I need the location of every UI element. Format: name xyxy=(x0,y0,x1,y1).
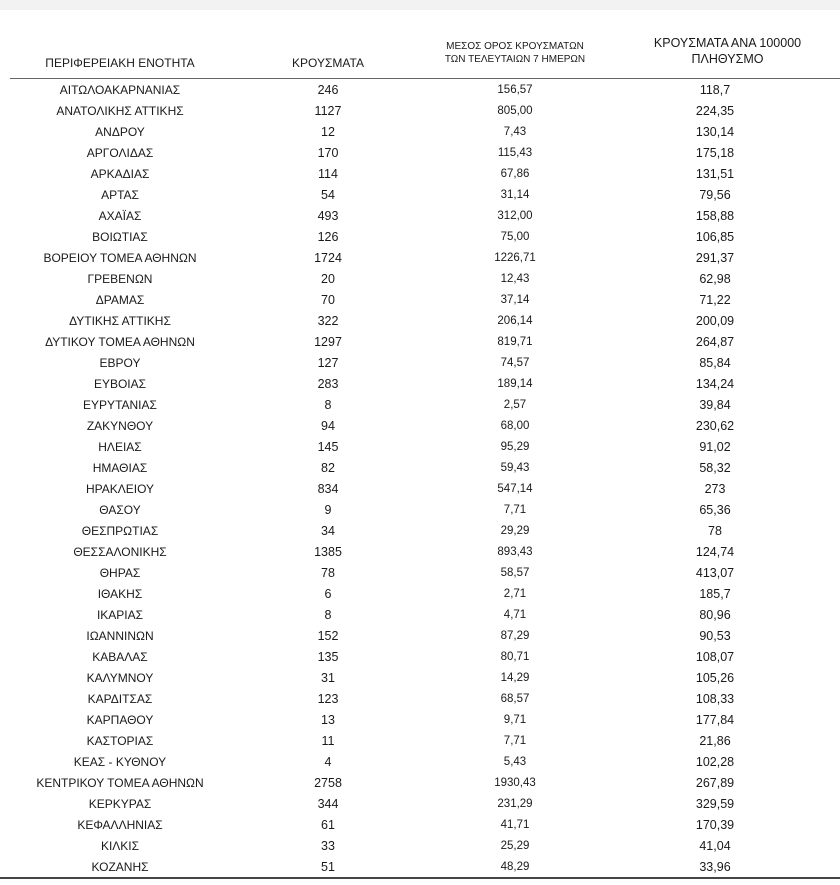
cell-average-7-days: 2,57 xyxy=(503,399,527,411)
cell-region: ΘΑΣΟΥ xyxy=(99,503,141,517)
header-average-line2: ΤΩΝ ΤΕΛΕΥΤΑΙΩΝ 7 ΗΜΕΡΩΝ xyxy=(444,54,586,65)
cell-average-7-days: 75,00 xyxy=(500,231,530,243)
table-row xyxy=(0,101,840,122)
top-band xyxy=(0,0,840,10)
cell-cases-per-100k: 130,14 xyxy=(695,125,735,139)
cell-region: ΚΑΡΠΑΘΟΥ xyxy=(86,713,154,727)
table-row xyxy=(0,80,840,101)
header-average-7-days xyxy=(410,40,620,66)
cell-cases: 78 xyxy=(321,566,335,580)
cell-average-7-days: 189,14 xyxy=(497,378,533,390)
cell-region: ΚΑΡΔΙΤΣΑΣ xyxy=(87,692,153,706)
cell-average-7-days: 4,71 xyxy=(503,609,527,621)
cell-cases-per-100k: 85,84 xyxy=(699,356,731,370)
cell-cases: 82 xyxy=(321,461,335,475)
cell-cases-per-100k: 177,84 xyxy=(695,713,735,727)
table-row xyxy=(0,584,840,605)
cell-region: ΘΗΡΑΣ xyxy=(99,566,141,580)
cell-cases-per-100k: 124,74 xyxy=(695,545,735,559)
cell-average-7-days: 95,29 xyxy=(500,441,530,453)
table-row xyxy=(0,500,840,521)
cell-cases-per-100k: 62,98 xyxy=(699,272,731,286)
cell-cases-per-100k: 134,24 xyxy=(695,377,735,391)
cell-region: ΚΕΑΣ - ΚΥΘΝΟΥ xyxy=(73,755,167,769)
cell-cases-per-100k: 264,87 xyxy=(695,335,735,349)
cell-region: ΔΥΤΙΚΟΥ ΤΟΜΕΑ ΑΘΗΝΩΝ xyxy=(45,335,195,349)
cell-cases: 54 xyxy=(321,188,335,202)
cell-cases-per-100k: 58,32 xyxy=(699,461,731,475)
cell-average-7-days: 48,29 xyxy=(500,861,530,873)
cell-region: ΚΑΛΥΜΝΟΥ xyxy=(86,671,154,685)
table-row xyxy=(0,836,840,857)
cell-average-7-days: 25,29 xyxy=(500,840,530,852)
cell-average-7-days: 58,57 xyxy=(500,567,530,579)
cell-cases-per-100k: 131,51 xyxy=(695,167,735,181)
cell-cases-per-100k: 102,28 xyxy=(695,755,735,769)
cell-cases-per-100k: 224,35 xyxy=(695,104,735,118)
cell-region: ΚΟΖΑΝΗΣ xyxy=(91,860,149,874)
table-row xyxy=(0,563,840,584)
cell-average-7-days: 14,29 xyxy=(500,672,530,684)
cell-average-7-days: 12,43 xyxy=(500,273,530,285)
cell-average-7-days: 805,00 xyxy=(497,105,533,117)
cell-region: ΕΒΡΟΥ xyxy=(99,356,141,370)
table-row xyxy=(0,164,840,185)
cell-region: ΘΕΣΠΡΩΤΙΑΣ xyxy=(81,524,159,538)
table-row xyxy=(0,332,840,353)
cell-cases: 283 xyxy=(317,377,339,391)
cell-average-7-days: 7,43 xyxy=(503,126,527,138)
cell-cases: 127 xyxy=(317,356,339,370)
cell-region: ΑΡΚΑΔΙΑΣ xyxy=(90,167,150,181)
cell-cases: 135 xyxy=(317,650,339,664)
cell-average-7-days: 68,57 xyxy=(500,693,530,705)
cell-cases: 1127 xyxy=(314,104,342,118)
cell-region: ΕΥΡΥΤΑΝΙΑΣ xyxy=(83,398,157,412)
cell-average-7-days: 156,57 xyxy=(497,84,533,96)
table-row xyxy=(0,479,840,500)
cell-cases: 493 xyxy=(317,209,339,223)
cell-cases: 152 xyxy=(317,629,339,643)
cell-average-7-days: 37,14 xyxy=(500,294,530,306)
cell-region: ΚΕΝΤΡΙΚΟΥ ΤΟΜΕΑ ΑΘΗΝΩΝ xyxy=(36,776,204,790)
cell-average-7-days: 7,71 xyxy=(503,735,527,747)
cell-cases: 34 xyxy=(321,524,335,538)
cell-cases-per-100k: 273 xyxy=(704,482,726,496)
table-row xyxy=(0,311,840,332)
cell-cases-per-100k: 21,86 xyxy=(699,734,731,748)
cell-average-7-days: 59,43 xyxy=(500,462,530,474)
table-row xyxy=(0,857,840,878)
cell-region: ΚΙΛΚΙΣ xyxy=(100,839,140,853)
cell-region: ΑΧΑΪΑΣ xyxy=(98,209,142,223)
cell-cases-per-100k: 158,88 xyxy=(695,209,735,223)
cell-cases-per-100k: 200,09 xyxy=(695,314,735,328)
cell-region: ΑΡΓΟΛΙΔΑΣ xyxy=(86,146,154,160)
table-row xyxy=(0,689,840,710)
table-row xyxy=(0,647,840,668)
cell-cases: 51 xyxy=(321,860,335,874)
cell-region: ΑΝΔΡΟΥ xyxy=(95,125,145,139)
table-row xyxy=(0,668,840,689)
cell-average-7-days: 7,71 xyxy=(503,504,527,516)
cell-region: ΗΜΑΘΙΑΣ xyxy=(92,461,148,475)
table-row xyxy=(0,269,840,290)
cell-cases: 322 xyxy=(317,314,339,328)
cell-cases-per-100k: 80,96 xyxy=(699,608,731,622)
cell-region: ΙΚΑΡΙΑΣ xyxy=(96,608,144,622)
cell-average-7-days: 206,14 xyxy=(497,315,533,327)
cell-region: ΒΟΙΩΤΙΑΣ xyxy=(92,230,148,244)
table-row xyxy=(0,185,840,206)
cell-cases: 4 xyxy=(324,755,332,769)
cell-cases: 94 xyxy=(321,419,335,433)
cell-region: ΗΛΕΙΑΣ xyxy=(98,440,142,454)
table-row xyxy=(0,605,840,626)
cell-cases: 1724 xyxy=(314,251,342,265)
header-cases: ΚΡΟΥΣΜΑΤΑ xyxy=(292,56,364,70)
cell-cases-per-100k: 65,36 xyxy=(699,503,731,517)
bottom-divider xyxy=(0,877,840,879)
cell-region: ΙΩΑΝΝΙΝΩΝ xyxy=(86,629,154,643)
cell-region: ΑΙΤΩΛΟΑΚΑΡΝΑΝΙΑΣ xyxy=(59,83,181,97)
cell-cases: 6 xyxy=(324,587,332,601)
cell-cases: 31 xyxy=(321,671,335,685)
cell-cases-per-100k: 39,84 xyxy=(699,398,731,412)
cell-cases: 834 xyxy=(317,482,339,496)
table-row xyxy=(0,458,840,479)
cell-average-7-days: 115,43 xyxy=(497,147,533,159)
cell-cases: 344 xyxy=(317,797,339,811)
table-row xyxy=(0,437,840,458)
table-row xyxy=(0,143,840,164)
cell-cases: 126 xyxy=(317,230,339,244)
cell-average-7-days: 80,71 xyxy=(500,651,530,663)
cell-cases: 123 xyxy=(317,692,339,706)
cell-cases-per-100k: 90,53 xyxy=(699,629,731,643)
cell-region: ΔΥΤΙΚΗΣ ΑΤΤΙΚΗΣ xyxy=(69,314,171,328)
table-row xyxy=(0,794,840,815)
cell-cases: 9 xyxy=(324,503,332,517)
table-row xyxy=(0,416,840,437)
header-cases-per-100k xyxy=(615,35,840,68)
cell-average-7-days: 67,86 xyxy=(500,168,530,180)
cell-cases-per-100k: 105,26 xyxy=(695,671,735,685)
table-row xyxy=(0,227,840,248)
table-row xyxy=(0,290,840,311)
table-row xyxy=(0,248,840,269)
table-header xyxy=(0,30,840,80)
cell-cases-per-100k: 175,18 xyxy=(695,146,735,160)
cell-cases-per-100k: 118,7 xyxy=(699,83,731,97)
cell-region: ΗΡΑΚΛΕΙΟΥ xyxy=(85,482,155,496)
cell-average-7-days: 893,43 xyxy=(497,546,533,558)
cell-cases: 170 xyxy=(317,146,339,160)
cell-average-7-days: 29,29 xyxy=(500,525,530,537)
cell-cases: 1297 xyxy=(314,335,342,349)
cell-cases-per-100k: 71,22 xyxy=(699,293,731,307)
cell-average-7-days: 5,43 xyxy=(503,756,527,768)
cell-region: ΘΕΣΣΑΛΟΝΙΚΗΣ xyxy=(73,545,167,559)
cell-cases: 246 xyxy=(317,83,339,97)
cell-average-7-days: 9,71 xyxy=(503,714,527,726)
cell-average-7-days: 312,00 xyxy=(497,210,533,222)
cell-cases: 114 xyxy=(318,167,338,181)
cell-region: ΚΑΣΤΟΡΙΑΣ xyxy=(86,734,154,748)
cell-cases-per-100k: 108,07 xyxy=(695,650,735,664)
cell-cases-per-100k: 185,7 xyxy=(699,587,731,601)
cell-average-7-days: 2,71 xyxy=(503,588,527,600)
header-average-line1: ΜΕΣΟΣ ΟΡΟΣ ΚΡΟΥΣΜΑΤΩΝ xyxy=(446,41,584,52)
table-row xyxy=(0,353,840,374)
cell-cases-per-100k: 413,07 xyxy=(695,566,735,580)
header-per100k-line1: ΚΡΟΥΣΜΑΤΑ ΑΝΑ 100000 xyxy=(653,36,802,50)
cell-average-7-days: 41,71 xyxy=(500,819,530,831)
cell-average-7-days: 819,71 xyxy=(497,336,533,348)
cell-cases-per-100k: 106,85 xyxy=(695,230,735,244)
table-body xyxy=(0,80,840,878)
cell-region: ΖΑΚΥΝΘΟΥ xyxy=(86,419,154,433)
table-row xyxy=(0,122,840,143)
cell-region: ΔΡΑΜΑΣ xyxy=(95,293,145,307)
cell-cases: 20 xyxy=(321,272,335,286)
cell-region: ΙΘΑΚΗΣ xyxy=(97,587,143,601)
cell-cases-per-100k: 267,89 xyxy=(695,776,735,790)
table-row xyxy=(0,374,840,395)
cell-cases: 61 xyxy=(321,818,335,832)
table-row xyxy=(0,206,840,227)
cell-cases: 145 xyxy=(317,440,339,454)
cell-cases: 8 xyxy=(324,608,332,622)
cell-average-7-days: 74,57 xyxy=(500,357,530,369)
cell-region: ΑΝΑΤΟΛΙΚΗΣ ΑΤΤΙΚΗΣ xyxy=(56,104,184,118)
table-row xyxy=(0,773,840,794)
cell-cases: 11 xyxy=(321,734,335,748)
cell-cases: 12 xyxy=(321,125,335,139)
table-row xyxy=(0,395,840,416)
cell-region: ΓΡΕΒΕΝΩΝ xyxy=(87,272,153,286)
table-row xyxy=(0,542,840,563)
cell-average-7-days: 231,29 xyxy=(497,798,533,810)
cell-cases-per-100k: 108,33 xyxy=(695,692,735,706)
cell-cases-per-100k: 33,96 xyxy=(699,860,731,874)
cell-region: ΒΟΡΕΙΟΥ ΤΟΜΕΑ ΑΘΗΝΩΝ xyxy=(43,251,197,265)
header-divider xyxy=(10,78,840,79)
cell-region: ΚΕΦΑΛΛΗΝΙΑΣ xyxy=(77,818,163,832)
cell-region: ΚΕΡΚΥΡΑΣ xyxy=(88,797,152,811)
cell-cases-per-100k: 329,59 xyxy=(695,797,735,811)
cell-region: ΚΑΒΑΛΑΣ xyxy=(92,650,148,664)
table-row xyxy=(0,752,840,773)
cell-cases: 1385 xyxy=(314,545,342,559)
cell-average-7-days: 1226,71 xyxy=(494,252,536,264)
cell-cases-per-100k: 78 xyxy=(708,524,722,538)
cell-cases: 70 xyxy=(321,293,335,307)
table-row xyxy=(0,626,840,647)
cell-average-7-days: 31,14 xyxy=(500,189,530,201)
cell-cases-per-100k: 170,39 xyxy=(695,818,735,832)
table-row xyxy=(0,521,840,542)
cell-region: ΑΡΤΑΣ xyxy=(101,188,139,202)
cell-cases: 13 xyxy=(321,713,335,727)
cell-average-7-days: 87,29 xyxy=(500,630,530,642)
header-per100k-line2: ΠΛΗΘΥΣΜΟ xyxy=(691,52,764,67)
header-region: ΠΕΡΙΦΕΡΕΙΑΚΗ ΕΝΟΤΗΤΑ xyxy=(45,56,195,70)
cell-cases: 2758 xyxy=(314,776,342,790)
cell-cases-per-100k: 230,62 xyxy=(695,419,735,433)
table-row xyxy=(0,731,840,752)
cell-region: ΕΥΒΟΙΑΣ xyxy=(93,377,147,391)
cell-average-7-days: 547,14 xyxy=(497,483,533,495)
cell-cases-per-100k: 41,04 xyxy=(699,839,731,853)
cell-cases-per-100k: 79,56 xyxy=(699,188,731,202)
table-row xyxy=(0,710,840,731)
table-row xyxy=(0,815,840,836)
cell-cases: 8 xyxy=(324,398,332,412)
cell-average-7-days: 68,00 xyxy=(500,420,530,432)
cell-average-7-days: 1930,43 xyxy=(494,777,536,789)
cell-cases-per-100k: 291,37 xyxy=(695,251,735,265)
cell-cases-per-100k: 91,02 xyxy=(699,440,731,454)
cell-cases: 33 xyxy=(321,839,335,853)
